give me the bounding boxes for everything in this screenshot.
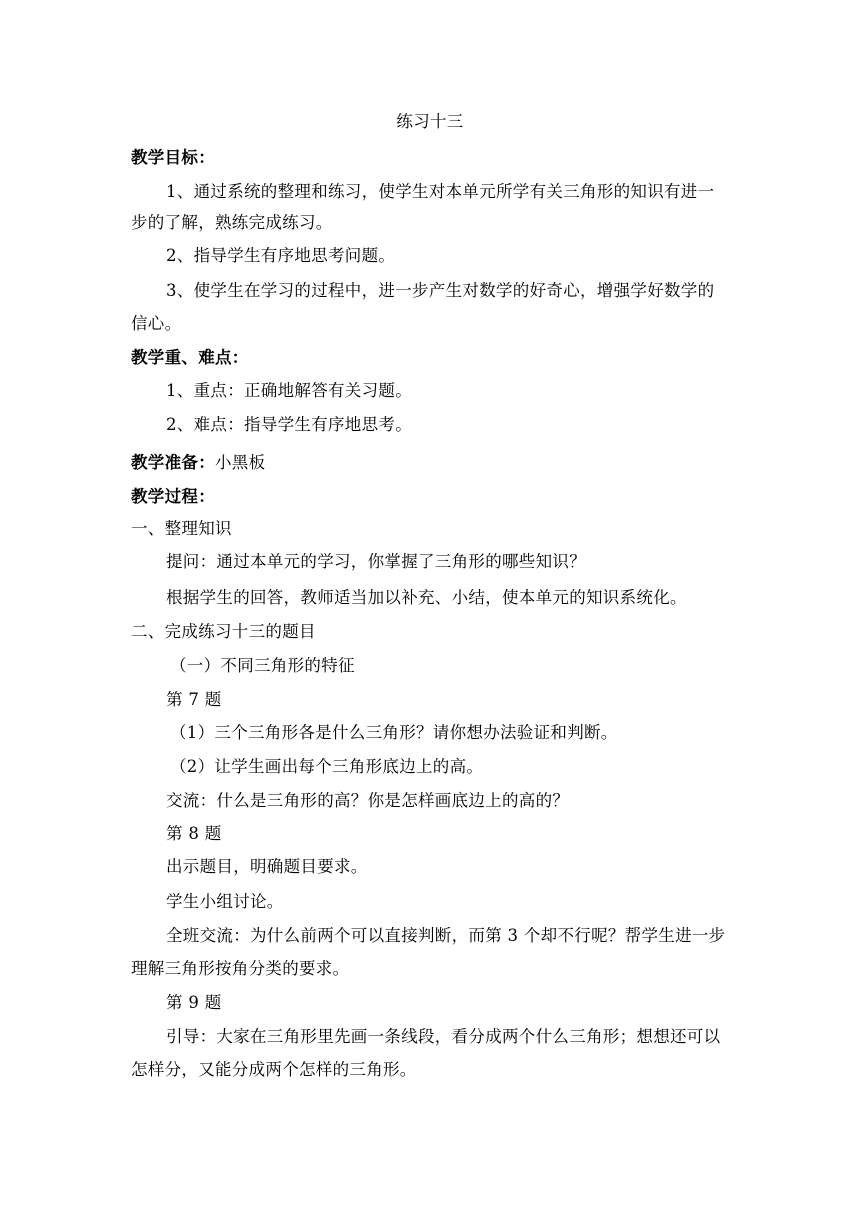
question-8-paragraph-1: 出示题目，明确题目要求。 xyxy=(166,857,368,876)
question-7-label: 第 7 题 xyxy=(166,690,222,709)
question-7-part-2: （2）让学生画出每个三角形底边上的高。 xyxy=(170,757,484,776)
question-9-paragraph-1-line2: 怎样分，又能分成两个怎样的三角形。 xyxy=(131,1060,417,1079)
question-8-paragraph-3-line1: 全班交流：为什么前两个可以直接判断，而第 3 个却不行呢？帮学生进一步 xyxy=(166,926,726,945)
question-8-paragraph-3-line2: 理解三角形按角分类的要求。 xyxy=(131,959,350,978)
question-7-exchange: 交流：什么是三角形的高？你是怎样画底边上的高的？ xyxy=(166,791,570,810)
question-8-label: 第 8 题 xyxy=(166,824,222,843)
preparation-value: 小黑板 xyxy=(215,453,266,472)
question-9-label: 第 9 题 xyxy=(166,993,222,1012)
key-points-heading: 教学重、难点： xyxy=(131,348,249,367)
subsection-1-title: （一）不同三角形的特征 xyxy=(170,656,355,675)
section-1-paragraph-1: 提问：通过本单元的学习，你掌握了三角形的哪些知识？ xyxy=(166,552,586,571)
objective-3-line1: 3、使学生在学习的过程中，进一步产生对数学的好奇心，增强学好数学的 xyxy=(166,281,715,300)
key-point-2: 2、难点：指导学生有序地思考。 xyxy=(166,415,412,434)
objective-1-line2: 步的了解，熟练完成练习。 xyxy=(131,213,333,232)
question-7-part-1: （1）三个三角形各是什么三角形？请你想办法验证和判断。 xyxy=(170,723,618,742)
objective-1-line1: 1、通过系统的整理和练习，使学生对本单元所学有关三角形的知识有进一 xyxy=(166,182,715,201)
question-8-paragraph-2: 学生小组讨论。 xyxy=(166,892,284,911)
objectives-heading: 教学目标： xyxy=(131,148,215,167)
process-heading: 教学过程： xyxy=(131,487,215,506)
objective-3-line2: 信心。 xyxy=(131,314,182,333)
section-2-title: 二、完成练习十三的题目 xyxy=(131,622,316,641)
section-1-title: 一、整理知识 xyxy=(131,519,232,538)
section-1-paragraph-2: 根据学生的回答，教师适当加以补充、小结，使本单元的知识系统化。 xyxy=(166,588,687,607)
preparation-heading: 教学准备： xyxy=(131,453,215,472)
preparation-line xyxy=(0,451,860,475)
key-point-1: 1、重点：正确地解答有关习题。 xyxy=(166,381,412,400)
question-9-paragraph-1-line1: 引导：大家在三角形里先画一条线段，看分成两个什么三角形；想想还可以 xyxy=(166,1027,721,1046)
page-title: 练习十三 xyxy=(396,112,464,131)
objective-2: 2、指导学生有序地思考问题。 xyxy=(166,246,396,265)
